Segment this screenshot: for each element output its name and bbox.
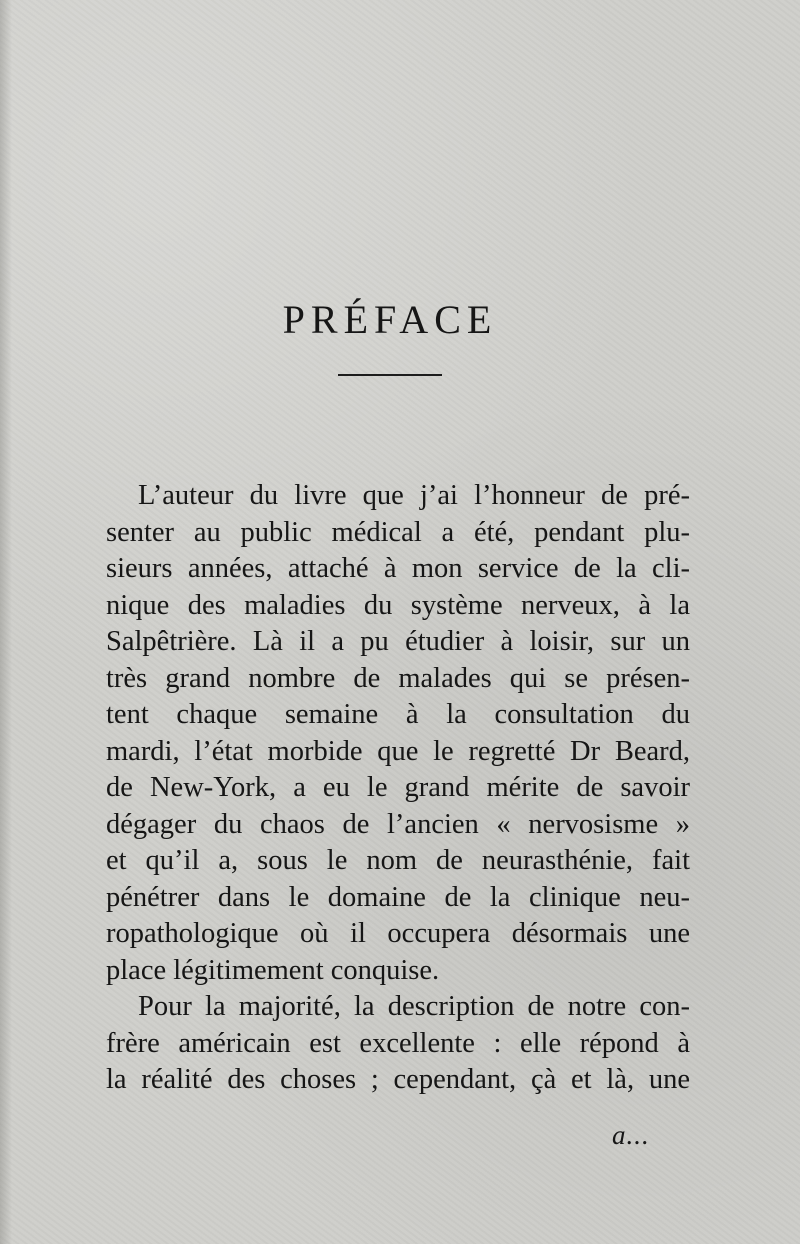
text-line: pénétrer dans le domaine de la clinique neu- — [106, 881, 690, 913]
text-line: tent chaque semaine à la consultation du — [106, 699, 690, 730]
text-line: et qu’il a, sous le nom de neurasthénie, fait — [106, 845, 690, 876]
text-line: frère américain est excellente : elle répond à — [106, 1027, 690, 1059]
text-line: senter au public médical a été, pendant plu- — [106, 516, 690, 548]
catchword: a... — [612, 1120, 650, 1150]
text-line: dégager du chaos de l’ancien « nervosisme » — [106, 808, 690, 840]
text-line: sieurs années, attaché à mon service de la cli- — [106, 553, 690, 584]
title-rule — [338, 374, 442, 376]
text-line: Salpêtrière. Là il a pu étudier à loisir, sur un — [106, 626, 690, 657]
page-title: PRÉFACE — [282, 297, 498, 342]
text-line: place légitimement conquise. — [106, 954, 440, 986]
body-text — [106, 478, 690, 1099]
text-line: Pour la majorité, la description de notre con- — [138, 991, 690, 1022]
text-line: la réalité des choses ; cependant, çà et là, une — [106, 1064, 690, 1095]
text-line: mardi, l’état morbide que le regretté Dr Beard, — [106, 735, 690, 767]
text-line: très grand nombre de malades qui se présen- — [106, 662, 690, 694]
text-line: nique des maladies du système nerveux, à la — [106, 589, 690, 621]
page-edge-shadow — [0, 0, 12, 1244]
text-line: de New-York, a eu le grand mérite de savoir — [106, 772, 690, 803]
text-line: ropathologique où il occupera désormais une — [106, 918, 690, 949]
text-line: L’auteur du livre que j’ai l’honneur de pré- — [138, 480, 690, 511]
